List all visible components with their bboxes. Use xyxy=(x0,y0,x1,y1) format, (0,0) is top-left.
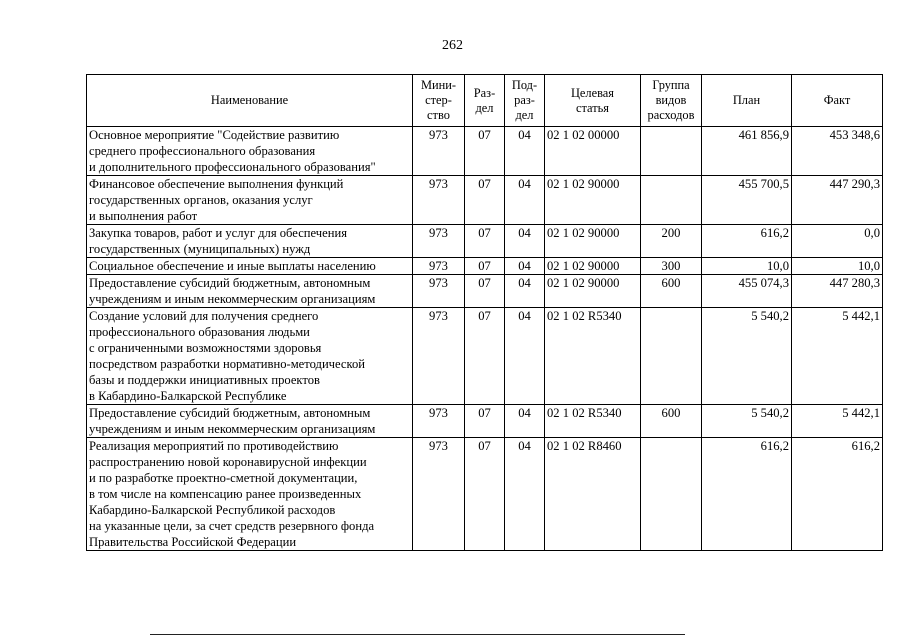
page-number: 262 xyxy=(442,38,463,53)
header-row xyxy=(87,75,883,127)
table-row xyxy=(87,176,883,225)
cell-group: 300 xyxy=(641,258,702,275)
cell-target: 02 1 02 90000 xyxy=(545,225,641,258)
cell-group: 600 xyxy=(641,405,702,438)
cell-section: 07 xyxy=(465,275,505,308)
cell-subsection: 04 xyxy=(505,225,545,258)
cell-ministry: 973 xyxy=(413,258,465,275)
header-group: Группа видов расходов xyxy=(641,75,702,127)
table-row xyxy=(87,438,883,551)
cell-ministry: 973 xyxy=(413,275,465,308)
header-target: Целевая статья xyxy=(545,75,641,127)
header-fact: Факт xyxy=(792,75,883,127)
cell-subsection: 04 xyxy=(505,308,545,405)
cell-ministry: 973 xyxy=(413,405,465,438)
cell-section: 07 xyxy=(465,405,505,438)
cell-target: 02 1 02 R8460 xyxy=(545,438,641,551)
cell-plan: 5 540,2 xyxy=(702,405,792,438)
cell-plan: 455 700,5 xyxy=(702,176,792,225)
cell-subsection: 04 xyxy=(505,405,545,438)
cell-name: Реализация мероприятий по противодействию распространению новой коронавирусной инфекции и по разработке проектно-сметной документации, в том числе на компенсацию ранее произведенных Кабардино-Балкарской Республикой расходов на указанные цели, за счет средств резервного фонда Правительства Российской Федерации xyxy=(87,438,413,551)
cell-section: 07 xyxy=(465,438,505,551)
cell-ministry: 973 xyxy=(413,176,465,225)
cell-fact: 447 280,3 xyxy=(792,275,883,308)
cell-plan: 616,2 xyxy=(702,225,792,258)
cell-ministry: 973 xyxy=(413,438,465,551)
table-row xyxy=(87,275,883,308)
cell-section: 07 xyxy=(465,127,505,176)
cell-name: Предоставление субсидий бюджетным, автономным учреждениям и иным некоммерческим организациям xyxy=(87,405,413,438)
cell-subsection: 04 xyxy=(505,275,545,308)
cell-plan: 455 074,3 xyxy=(702,275,792,308)
cell-ministry: 973 xyxy=(413,308,465,405)
cell-target: 02 1 02 90000 xyxy=(545,176,641,225)
cell-group xyxy=(641,127,702,176)
cell-group: 200 xyxy=(641,225,702,258)
cell-subsection: 04 xyxy=(505,258,545,275)
cell-group xyxy=(641,176,702,225)
cell-section: 07 xyxy=(465,176,505,225)
cell-plan: 616,2 xyxy=(702,438,792,551)
cell-fact: 616,2 xyxy=(792,438,883,551)
cell-name: Предоставление субсидий бюджетным, автономным учреждениям и иным некоммерческим организациям xyxy=(87,275,413,308)
budget-table xyxy=(86,74,883,551)
cell-name: Финансовое обеспечение выполнения функций государственных органов, оказания услуг и выполнения работ xyxy=(87,176,413,225)
cell-fact: 0,0 xyxy=(792,225,883,258)
cell-name: Создание условий для получения среднего профессионального образования людьми с ограниченными возможностями здоровья посредством разработки нормативно-методической базы и поддержки инициативных проектов в Кабардино-Балкарской Республике xyxy=(87,308,413,405)
cell-target: 02 1 02 R5340 xyxy=(545,308,641,405)
cell-plan: 5 540,2 xyxy=(702,308,792,405)
cell-fact: 453 348,6 xyxy=(792,127,883,176)
cell-section: 07 xyxy=(465,225,505,258)
header-name: Наименование xyxy=(87,75,413,127)
cell-group: 600 xyxy=(641,275,702,308)
cell-fact: 5 442,1 xyxy=(792,405,883,438)
table-row xyxy=(87,258,883,275)
cell-target: 02 1 02 90000 xyxy=(545,275,641,308)
cell-section: 07 xyxy=(465,258,505,275)
cell-target: 02 1 02 R5340 xyxy=(545,405,641,438)
footer-divider xyxy=(150,634,685,635)
cell-subsection: 04 xyxy=(505,438,545,551)
cell-plan: 461 856,9 xyxy=(702,127,792,176)
table-row xyxy=(87,225,883,258)
cell-subsection: 04 xyxy=(505,127,545,176)
cell-name: Социальное обеспечение и иные выплаты населению xyxy=(87,258,413,275)
cell-target: 02 1 02 00000 xyxy=(545,127,641,176)
cell-fact: 5 442,1 xyxy=(792,308,883,405)
cell-fact: 10,0 xyxy=(792,258,883,275)
header-section: Раз- дел xyxy=(465,75,505,127)
cell-group xyxy=(641,308,702,405)
cell-fact: 447 290,3 xyxy=(792,176,883,225)
table-row xyxy=(87,127,883,176)
header-plan: План xyxy=(702,75,792,127)
cell-name: Закупка товаров, работ и услуг для обеспечения государственных (муниципальных) нужд xyxy=(87,225,413,258)
table-row xyxy=(87,308,883,405)
cell-ministry: 973 xyxy=(413,127,465,176)
header-ministry: Мини- стер- ство xyxy=(413,75,465,127)
header-subsection: Под- раз- дел xyxy=(505,75,545,127)
cell-target: 02 1 02 90000 xyxy=(545,258,641,275)
cell-plan: 10,0 xyxy=(702,258,792,275)
cell-section: 07 xyxy=(465,308,505,405)
cell-group xyxy=(641,438,702,551)
cell-subsection: 04 xyxy=(505,176,545,225)
cell-name: Основное мероприятие "Содействие развитию среднего профессионального образования и дополнительного профессионального образования" xyxy=(87,127,413,176)
table-row xyxy=(87,405,883,438)
cell-ministry: 973 xyxy=(413,225,465,258)
